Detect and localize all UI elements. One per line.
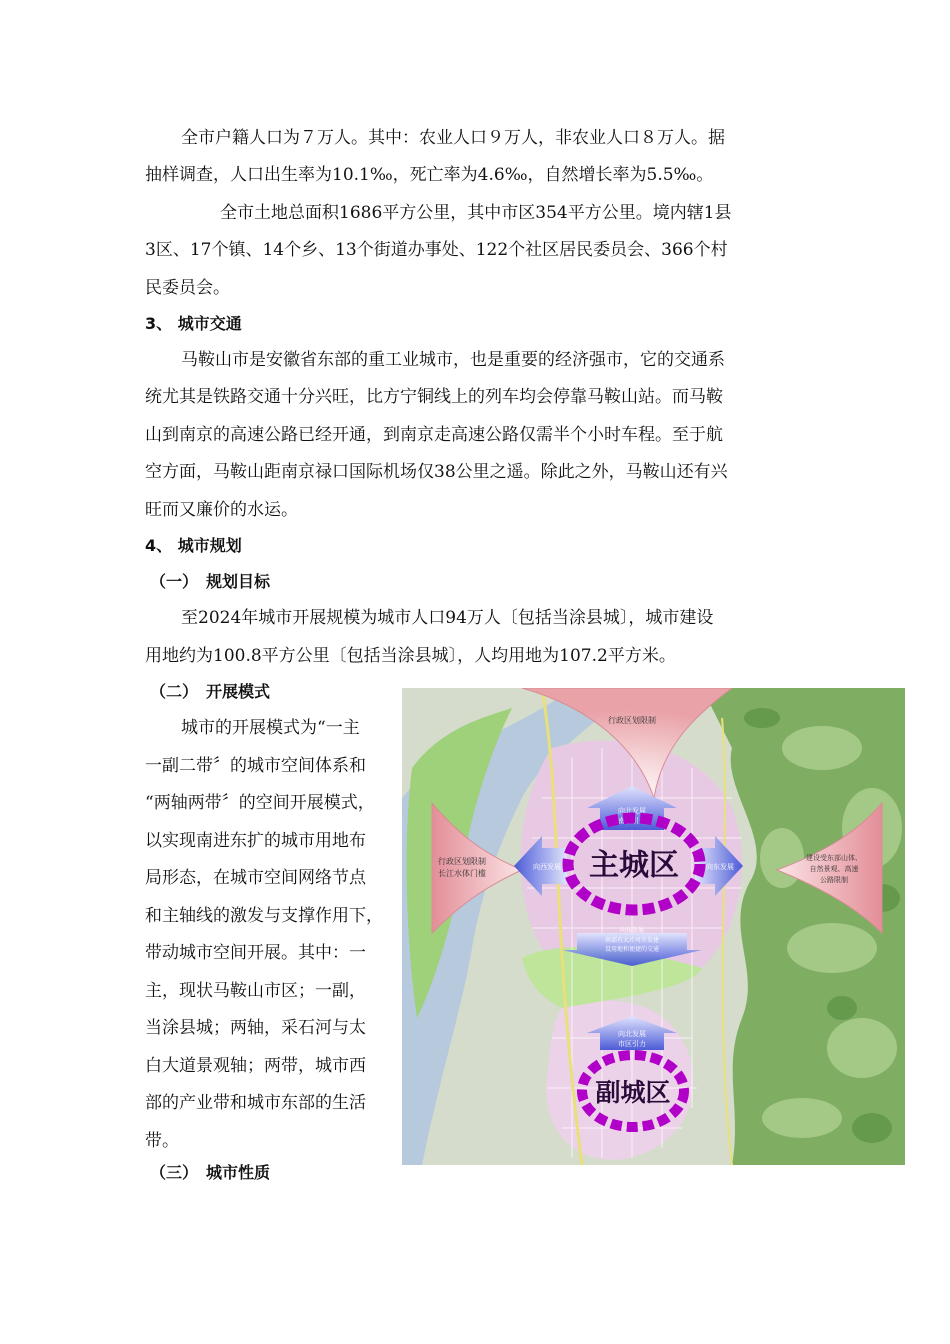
subsection1-heading: （一） 规划目标 [150,572,271,591]
section3-heading: 3、 城市交通 [145,314,242,333]
south-dev-label-1: 向东发展 [619,927,645,934]
sub-north-label-1: 向北发展 [618,1030,646,1038]
sec3-line3: 山到南京的高速公路已经开通，到南京走高速公路仅需半个小时车程。至于航 [145,425,723,445]
south-dev-label-3: 设用地和便捷的交通 [604,946,660,953]
para1-line2: 抽样调查，人口出生率为10.1‰，死亡率为4.6‰，自然增长率为5.5‰。 [145,165,714,185]
sub2-line: 当涂县城；两轴，采石河与太 [145,1018,366,1038]
west-dev-label: 向西发展 [533,863,561,871]
sub2-line: 局形态，在城市空间网络节点 [145,868,366,888]
para2-line2: 3区、17个镇、14个乡、13个街道办事处、122个社区居民委员会、366个村 [145,240,728,260]
para2-line3: 民委员会。 [145,278,230,298]
sub2-line: 白大道景观轴；两带，城市西 [145,1056,366,1076]
sub2-line: 以实现南进东扩的城市用地布 [145,831,366,851]
east-dev-label: 向东发展 [706,863,734,871]
para1-line1: 全市户籍人口为７万人。其中：农业人口９万人，非农业人口８万人。据 [181,128,725,148]
sub2-line: 城市的开展模式为“一主 [181,718,360,738]
sub2-line: 主，现状马鞍山市区；一副， [145,981,366,1001]
east-limit-label-2: 自然景观、高速 [809,865,859,873]
west-limit-label-2: 长江水体门槛 [438,869,486,878]
sub2-line: 带。 [145,1131,179,1151]
sub-north-label-2: 市区引力 [618,1040,646,1048]
sub2-line: 部的产业带和城市东部的生活 [145,1093,366,1113]
north-dev-label-2: 南京引力 [618,817,646,825]
city-planning-map [402,688,905,1165]
south-dev-label-2: 南部有大片可开发建 [604,937,660,944]
para2-line1: 全市土地总面积1686平方公里，其中市区354平方公里。境内辖1县 [220,203,732,223]
sub1-line2: 用地约为100.8平方公里〔包括当涂县城〕，人均用地为107.2平方米。 [145,646,676,666]
west-limit-label-1: 行政区划限制 [438,857,486,866]
north-dev-label-1: 向北发展 [618,807,646,815]
sec3-line2: 统尤其是铁路交通十分兴旺，比方宁铜线上的列车均会停靠马鞍山站。而马鞍 [145,387,723,407]
subsection2-heading: （二） 开展模式 [150,682,271,701]
sub2-line: 和主轴线的激发与支撑作用下， [145,906,383,926]
main-city-label: 主城区 [589,848,679,883]
sec3-line4: 空方面，马鞍山距南京禄口国际机场仅38公里之遥。除此之外，马鞍山还有兴 [145,462,728,482]
section4-heading: 4、 城市规划 [145,536,242,555]
subsection3-heading: （三） 城市性质 [150,1163,271,1182]
top-limit-label: 行政区划限制 [608,716,656,725]
sub2-line: 一副二带〞的城市空间体系和 [145,756,366,776]
sub2-line: “两轴两带〞的空间开展模式， [145,793,375,813]
east-limit-label-3: 公路限制 [820,876,848,884]
east-limit-label-1: 建设受东部山体、 [806,854,862,862]
sub-city-label: 副城区 [595,1078,671,1107]
sub2-line: 带动城市空间开展。其中：一 [145,943,366,963]
sub1-line1: 至2024年城市开展规模为城市人口94万人〔包括当涂县城〕，城市建设 [181,608,714,628]
sec3-line5: 旺而又廉价的水运。 [145,500,298,520]
sec3-line1: 马鞍山市是安徽省东部的重工业城市，也是重要的经济强市，它的交通系 [181,350,725,370]
